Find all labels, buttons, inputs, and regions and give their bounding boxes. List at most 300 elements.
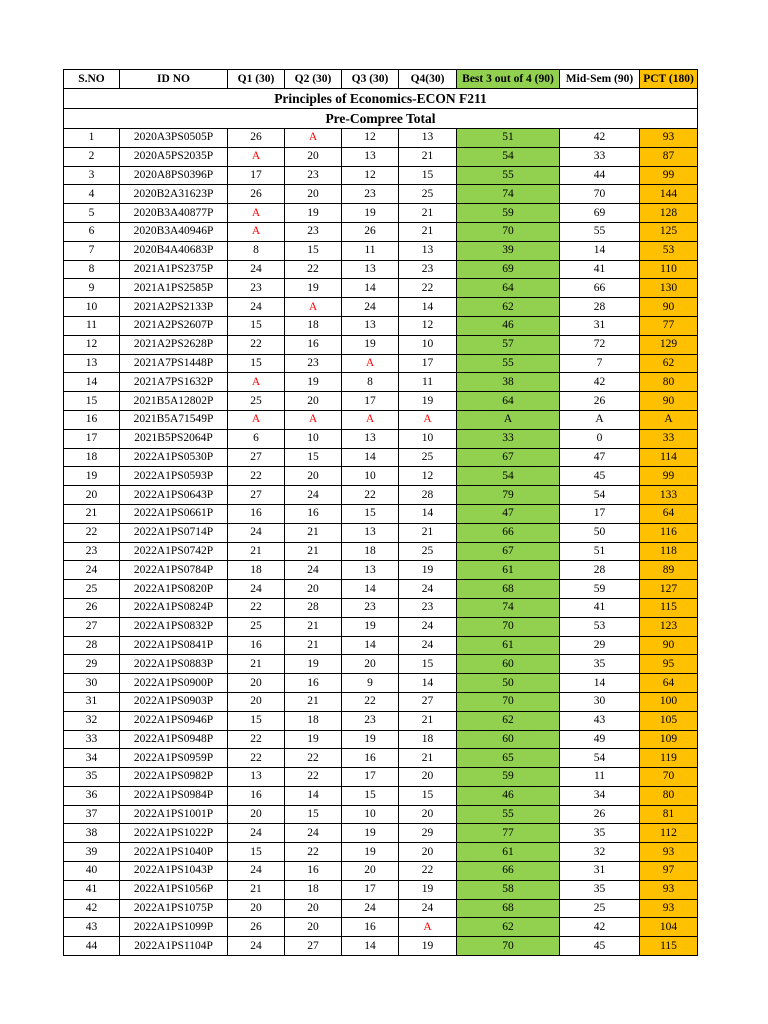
cell-q2: 20	[285, 918, 342, 937]
cell-q3: 17	[342, 768, 399, 787]
cell-best3: 59	[457, 768, 560, 787]
header-q4: Q4(30)	[399, 70, 457, 89]
cell-q1: A	[228, 410, 285, 429]
cell-midsem: 42	[560, 129, 640, 148]
cell-best3: 60	[457, 730, 560, 749]
cell-q1: 20	[228, 692, 285, 711]
cell-q2: 19	[285, 373, 342, 392]
cell-q2: 24	[285, 561, 342, 580]
cell-id-no: 2021A1PS2375P	[120, 260, 228, 279]
header-id-no: ID NO	[120, 70, 228, 89]
header-row	[64, 70, 698, 89]
cell-q1: 21	[228, 655, 285, 674]
cell-q2: 18	[285, 711, 342, 730]
cell-pct: 119	[640, 749, 698, 768]
cell-midsem: 41	[560, 260, 640, 279]
cell-q4: 11	[399, 373, 457, 392]
cell-q4: 28	[399, 486, 457, 505]
cell-id-no: 2020A5PS2035P	[120, 147, 228, 166]
cell-q4: 13	[399, 241, 457, 260]
cell-best3: 62	[457, 711, 560, 730]
cell-pct: 105	[640, 711, 698, 730]
cell-q4: 21	[399, 222, 457, 241]
cell-q4: 23	[399, 598, 457, 617]
cell-q1: 27	[228, 486, 285, 505]
cell-q1: 13	[228, 768, 285, 787]
cell-best3: 55	[457, 166, 560, 185]
cell-id-no: 2020B3A40946P	[120, 222, 228, 241]
cell-q4: 25	[399, 542, 457, 561]
table-row	[64, 486, 698, 505]
cell-id-no: 2021B5A12802P	[120, 392, 228, 411]
table-body	[64, 129, 698, 956]
cell-midsem: 50	[560, 523, 640, 542]
cell-q3: 20	[342, 862, 399, 881]
cell-sno: 2	[64, 147, 120, 166]
cell-q4: 23	[399, 260, 457, 279]
cell-q3: 23	[342, 711, 399, 730]
cell-q4: 17	[399, 354, 457, 373]
table-row	[64, 354, 698, 373]
header-q2: Q2 (30)	[285, 70, 342, 89]
cell-q4: 21	[399, 749, 457, 768]
cell-q1: 22	[228, 730, 285, 749]
table-row	[64, 392, 698, 411]
cell-q1: 20	[228, 805, 285, 824]
table-row	[64, 730, 698, 749]
cell-pct: 81	[640, 805, 698, 824]
cell-pct: 64	[640, 504, 698, 523]
cell-best3: 55	[457, 805, 560, 824]
cell-q4: A	[399, 410, 457, 429]
cell-q1: 25	[228, 617, 285, 636]
cell-q3: 10	[342, 805, 399, 824]
cell-sno: 20	[64, 486, 120, 505]
cell-q4: 19	[399, 561, 457, 580]
cell-id-no: 2022A1PS1104P	[120, 937, 228, 956]
cell-id-no: 2022A1PS1099P	[120, 918, 228, 937]
cell-id-no: 2020B2A31623P	[120, 185, 228, 204]
cell-q1: 24	[228, 298, 285, 317]
cell-q2: 18	[285, 880, 342, 899]
table-row	[64, 843, 698, 862]
cell-sno: 37	[64, 805, 120, 824]
cell-best3: 64	[457, 392, 560, 411]
cell-q4: 22	[399, 279, 457, 298]
header-sno: S.NO	[64, 70, 120, 89]
cell-q2: 22	[285, 843, 342, 862]
cell-q2: 23	[285, 166, 342, 185]
cell-q4: 18	[399, 730, 457, 749]
cell-sno: 17	[64, 429, 120, 448]
cell-q1: A	[228, 204, 285, 223]
cell-midsem: 34	[560, 786, 640, 805]
cell-q3: 16	[342, 749, 399, 768]
cell-q4: 21	[399, 147, 457, 166]
cell-q2: 20	[285, 185, 342, 204]
cell-best3: 62	[457, 918, 560, 937]
cell-q3: 9	[342, 674, 399, 693]
cell-q2: 14	[285, 786, 342, 805]
table-row	[64, 768, 698, 787]
cell-midsem: 30	[560, 692, 640, 711]
cell-q3: A	[342, 410, 399, 429]
cell-q1: 22	[228, 335, 285, 354]
cell-pct: 62	[640, 354, 698, 373]
cell-id-no: 2022A1PS0820P	[120, 580, 228, 599]
cell-sno: 44	[64, 937, 120, 956]
cell-best3: 50	[457, 674, 560, 693]
cell-q2: A	[285, 410, 342, 429]
cell-pct: 130	[640, 279, 698, 298]
cell-id-no: 2021B5PS2064P	[120, 429, 228, 448]
cell-sno: 28	[64, 636, 120, 655]
cell-pct: 104	[640, 918, 698, 937]
cell-id-no: 2021B5A71549P	[120, 410, 228, 429]
cell-q3: 14	[342, 448, 399, 467]
cell-best3: 70	[457, 937, 560, 956]
cell-q1: 24	[228, 862, 285, 881]
cell-pct: 115	[640, 937, 698, 956]
cell-q4: 12	[399, 316, 457, 335]
cell-q2: 21	[285, 542, 342, 561]
cell-q1: 17	[228, 166, 285, 185]
cell-best3: 55	[457, 354, 560, 373]
cell-sno: 38	[64, 824, 120, 843]
cell-midsem: 11	[560, 768, 640, 787]
table-row	[64, 655, 698, 674]
cell-q1: 26	[228, 129, 285, 148]
cell-sno: 9	[64, 279, 120, 298]
cell-q4: 19	[399, 937, 457, 956]
cell-id-no: 2022A1PS0643P	[120, 486, 228, 505]
header-q1: Q1 (30)	[228, 70, 285, 89]
cell-sno: 33	[64, 730, 120, 749]
cell-q3: 10	[342, 467, 399, 486]
table-row	[64, 674, 698, 693]
cell-q1: 25	[228, 392, 285, 411]
cell-q1: 24	[228, 937, 285, 956]
cell-sno: 10	[64, 298, 120, 317]
cell-id-no: 2022A1PS0982P	[120, 768, 228, 787]
cell-q1: A	[228, 222, 285, 241]
cell-pct: 87	[640, 147, 698, 166]
cell-midsem: 35	[560, 824, 640, 843]
cell-midsem: 7	[560, 354, 640, 373]
cell-q4: 15	[399, 655, 457, 674]
cell-q1: 26	[228, 185, 285, 204]
cell-q3: 17	[342, 880, 399, 899]
cell-q3: 13	[342, 561, 399, 580]
cell-best3: 62	[457, 298, 560, 317]
cell-sno: 40	[64, 862, 120, 881]
cell-q2: 19	[285, 204, 342, 223]
cell-q3: 23	[342, 598, 399, 617]
header-best3: Best 3 out of 4 (90)	[457, 70, 560, 89]
cell-pct: 80	[640, 786, 698, 805]
cell-sno: 11	[64, 316, 120, 335]
table-row	[64, 448, 698, 467]
cell-sno: 39	[64, 843, 120, 862]
cell-best3: 46	[457, 786, 560, 805]
cell-best3: 54	[457, 147, 560, 166]
cell-q1: 15	[228, 711, 285, 730]
table-row	[64, 636, 698, 655]
cell-q2: 20	[285, 580, 342, 599]
cell-sno: 22	[64, 523, 120, 542]
cell-id-no: 2022A1PS0903P	[120, 692, 228, 711]
cell-q1: 24	[228, 260, 285, 279]
cell-q2: 27	[285, 937, 342, 956]
cell-q2: 23	[285, 222, 342, 241]
cell-q1: 24	[228, 824, 285, 843]
cell-midsem: 42	[560, 918, 640, 937]
cell-sno: 19	[64, 467, 120, 486]
cell-q3: 19	[342, 730, 399, 749]
cell-id-no: 2022A1PS0959P	[120, 749, 228, 768]
cell-id-no: 2022A1PS1043P	[120, 862, 228, 881]
cell-q3: 19	[342, 843, 399, 862]
cell-sno: 8	[64, 260, 120, 279]
cell-sno: 15	[64, 392, 120, 411]
cell-midsem: 0	[560, 429, 640, 448]
cell-best3: 77	[457, 824, 560, 843]
cell-best3: 54	[457, 467, 560, 486]
cell-best3: 38	[457, 373, 560, 392]
cell-sno: 35	[64, 768, 120, 787]
cell-id-no: 2022A1PS0948P	[120, 730, 228, 749]
cell-q1: 21	[228, 880, 285, 899]
cell-midsem: 42	[560, 373, 640, 392]
cell-q4: 21	[399, 523, 457, 542]
cell-q4: 24	[399, 617, 457, 636]
cell-midsem: 47	[560, 448, 640, 467]
cell-midsem: 66	[560, 279, 640, 298]
cell-midsem: 44	[560, 166, 640, 185]
cell-id-no: 2020A8PS0396P	[120, 166, 228, 185]
cell-id-no: 2022A1PS1022P	[120, 824, 228, 843]
cell-q3: 12	[342, 166, 399, 185]
cell-q1: 22	[228, 467, 285, 486]
table-row	[64, 824, 698, 843]
cell-best3: 67	[457, 448, 560, 467]
cell-id-no: 2022A1PS0593P	[120, 467, 228, 486]
cell-q3: 18	[342, 542, 399, 561]
cell-q2: 21	[285, 692, 342, 711]
cell-id-no: 2021A2PS2628P	[120, 335, 228, 354]
cell-q3: 24	[342, 899, 399, 918]
table-row	[64, 786, 698, 805]
cell-pct: 123	[640, 617, 698, 636]
cell-q2: 15	[285, 241, 342, 260]
table-row	[64, 147, 698, 166]
cell-best3: 70	[457, 617, 560, 636]
cell-id-no: 2022A1PS0832P	[120, 617, 228, 636]
cell-best3: 47	[457, 504, 560, 523]
cell-pct: 99	[640, 467, 698, 486]
cell-sno: 3	[64, 166, 120, 185]
table-row	[64, 410, 698, 429]
cell-q2: 20	[285, 392, 342, 411]
cell-sno: 23	[64, 542, 120, 561]
cell-sno: 42	[64, 899, 120, 918]
cell-best3: 69	[457, 260, 560, 279]
cell-sno: 34	[64, 749, 120, 768]
cell-q2: 23	[285, 354, 342, 373]
cell-q4: 24	[399, 899, 457, 918]
cell-sno: 31	[64, 692, 120, 711]
cell-pct: 99	[640, 166, 698, 185]
table-row	[64, 937, 698, 956]
cell-q3: 8	[342, 373, 399, 392]
cell-best3: 70	[457, 222, 560, 241]
cell-q4: 14	[399, 298, 457, 317]
cell-midsem: 28	[560, 561, 640, 580]
cell-q1: 27	[228, 448, 285, 467]
cell-q3: 14	[342, 937, 399, 956]
cell-q1: 16	[228, 636, 285, 655]
table-row	[64, 598, 698, 617]
cell-midsem: 41	[560, 598, 640, 617]
cell-id-no: 2022A1PS0883P	[120, 655, 228, 674]
cell-q4: 20	[399, 768, 457, 787]
cell-midsem: 51	[560, 542, 640, 561]
cell-q2: 20	[285, 147, 342, 166]
cell-midsem: 25	[560, 899, 640, 918]
cell-pct: 80	[640, 373, 698, 392]
table-row	[64, 185, 698, 204]
cell-q2: 24	[285, 824, 342, 843]
table-row	[64, 561, 698, 580]
cell-q4: 14	[399, 674, 457, 693]
cell-q2: 21	[285, 636, 342, 655]
cell-best3: 51	[457, 129, 560, 148]
cell-q2: 15	[285, 805, 342, 824]
cell-id-no: 2022A1PS1001P	[120, 805, 228, 824]
table-row	[64, 711, 698, 730]
cell-id-no: 2021A7PS1632P	[120, 373, 228, 392]
cell-q2: 19	[285, 730, 342, 749]
cell-midsem: 35	[560, 655, 640, 674]
cell-best3: A	[457, 410, 560, 429]
table-row	[64, 316, 698, 335]
cell-best3: 66	[457, 862, 560, 881]
table-row	[64, 204, 698, 223]
cell-q3: 12	[342, 129, 399, 148]
title-row	[64, 89, 698, 109]
cell-id-no: 2021A1PS2585P	[120, 279, 228, 298]
cell-q3: 26	[342, 222, 399, 241]
cell-midsem: 54	[560, 486, 640, 505]
cell-q3: 13	[342, 316, 399, 335]
cell-best3: 61	[457, 561, 560, 580]
table-row	[64, 523, 698, 542]
cell-q1: A	[228, 373, 285, 392]
cell-q4: 22	[399, 862, 457, 881]
cell-q2: 28	[285, 598, 342, 617]
cell-pct: 129	[640, 335, 698, 354]
cell-q4: 10	[399, 335, 457, 354]
table-row	[64, 335, 698, 354]
cell-best3: 58	[457, 880, 560, 899]
cell-best3: 60	[457, 655, 560, 674]
cell-midsem: 32	[560, 843, 640, 862]
cell-id-no: 2022A1PS0900P	[120, 674, 228, 693]
cell-id-no: 2022A1PS0530P	[120, 448, 228, 467]
cell-q3: 15	[342, 504, 399, 523]
cell-id-no: 2022A1PS0784P	[120, 561, 228, 580]
cell-midsem: 31	[560, 862, 640, 881]
table-row	[64, 617, 698, 636]
cell-q4: 20	[399, 805, 457, 824]
cell-q1: 8	[228, 241, 285, 260]
cell-q2: A	[285, 129, 342, 148]
cell-sno: 14	[64, 373, 120, 392]
cell-id-no: 2022A1PS0714P	[120, 523, 228, 542]
cell-pct: 110	[640, 260, 698, 279]
cell-pct: 127	[640, 580, 698, 599]
cell-q1: 22	[228, 598, 285, 617]
cell-midsem: 14	[560, 241, 640, 260]
cell-best3: 66	[457, 523, 560, 542]
cell-sno: 12	[64, 335, 120, 354]
cell-midsem: 53	[560, 617, 640, 636]
cell-q4: 20	[399, 843, 457, 862]
cell-q2: 10	[285, 429, 342, 448]
cell-midsem: 49	[560, 730, 640, 749]
table-row	[64, 805, 698, 824]
cell-id-no: 2021A2PS2607P	[120, 316, 228, 335]
cell-id-no: 2022A1PS0661P	[120, 504, 228, 523]
cell-sno: 18	[64, 448, 120, 467]
cell-best3: 64	[457, 279, 560, 298]
table-row	[64, 542, 698, 561]
cell-q2: 15	[285, 448, 342, 467]
cell-q4: 10	[399, 429, 457, 448]
cell-midsem: 55	[560, 222, 640, 241]
cell-best3: 79	[457, 486, 560, 505]
cell-q1: 26	[228, 918, 285, 937]
cell-midsem: 17	[560, 504, 640, 523]
cell-q3: 17	[342, 392, 399, 411]
cell-q1: 15	[228, 316, 285, 335]
cell-best3: 61	[457, 843, 560, 862]
cell-pct: 89	[640, 561, 698, 580]
cell-q2: 22	[285, 260, 342, 279]
cell-q1: 6	[228, 429, 285, 448]
cell-q3: 20	[342, 655, 399, 674]
cell-pct: 90	[640, 298, 698, 317]
cell-pct: 144	[640, 185, 698, 204]
cell-q1: A	[228, 147, 285, 166]
cell-q2: 22	[285, 749, 342, 768]
cell-pct: 93	[640, 880, 698, 899]
cell-q3: 19	[342, 617, 399, 636]
cell-midsem: 14	[560, 674, 640, 693]
cell-best3: 39	[457, 241, 560, 260]
cell-q2: 21	[285, 523, 342, 542]
cell-midsem: 35	[560, 880, 640, 899]
cell-midsem: 70	[560, 185, 640, 204]
cell-best3: 33	[457, 429, 560, 448]
cell-q4: 14	[399, 504, 457, 523]
cell-q4: 21	[399, 711, 457, 730]
cell-sno: 16	[64, 410, 120, 429]
cell-q4: 24	[399, 580, 457, 599]
sheet-subtitle: Pre-Compree Total	[64, 109, 698, 129]
cell-pct: 133	[640, 486, 698, 505]
table-row	[64, 580, 698, 599]
